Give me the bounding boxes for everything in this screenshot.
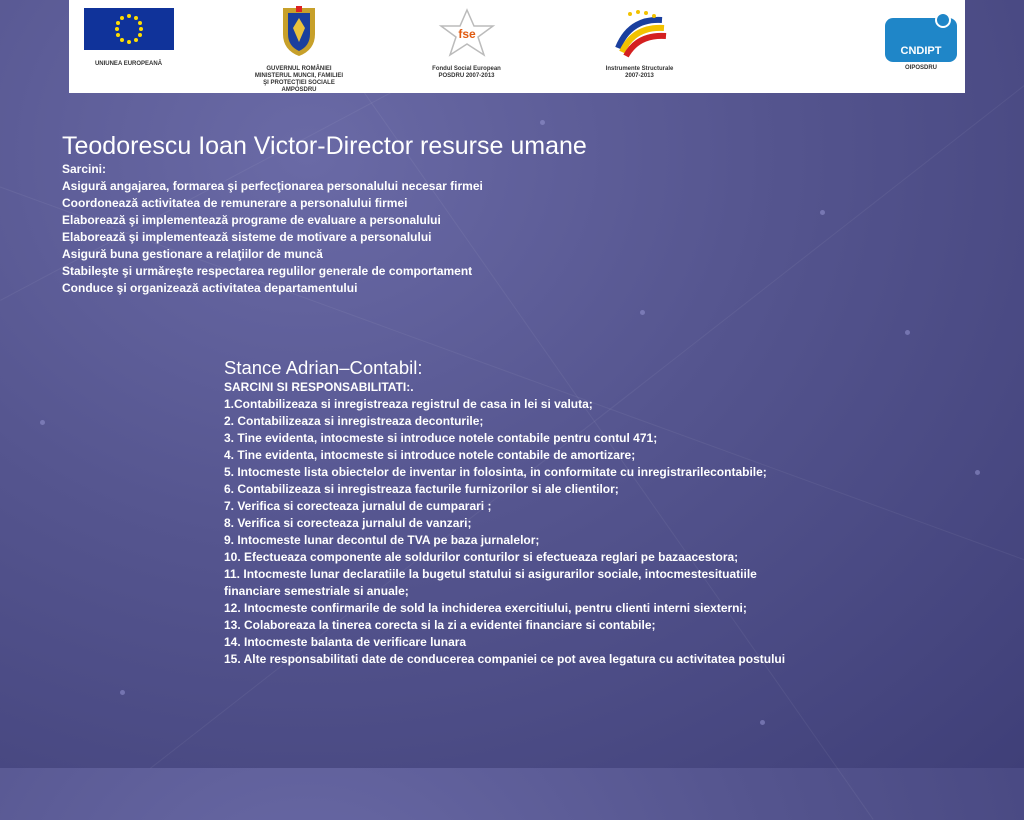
section2-line: 3. Tine evidenta, intocmeste si introduce notele contabile pentru contul 471;: [224, 431, 658, 445]
section2-line: 9. Intocmeste lunar decontul de TVA pe baza jurnalelor;: [224, 533, 540, 547]
section1-line: Stabileşte şi urmăreşte respectarea regulilor generale de comportament: [62, 264, 473, 278]
cndipt-badge: [885, 18, 957, 62]
section2-line: 15. Alte responsabilitati date de conducerea companiei ce pot avea legatura cu activitatea postului: [224, 652, 786, 666]
section2-line: 4. Tine evidenta, intocmeste si introduce notele contabile de amortizare;: [224, 448, 636, 462]
cndipt-label: CNDIPT: [900, 45, 942, 57]
eu-flag-icon: [84, 8, 174, 50]
section1-line: Sarcini:: [62, 162, 107, 176]
section1-line: Elaborează şi implementează sisteme de motivare a personalului: [62, 230, 432, 244]
section2-title: Stance Adrian–Contabil:: [224, 357, 423, 378]
section2-line: 13. Colaboreaza la tinerea corecta si la zi a evidentei financiare si contabile;: [224, 618, 656, 632]
cndipt-logo: [881, 18, 961, 72]
section2-line: SARCINI SI RESPONSABILITATI:.: [224, 380, 414, 394]
section1-line: Asigură buna gestionare a relaţiilor de muncă: [62, 247, 323, 261]
section1-line: Coordonează activitatea de remunerare a personalului firmei: [62, 196, 408, 210]
eu-caption: UNIUNEA EUROPEANĂ: [94, 61, 163, 67]
section2-line: 11. Intocmeste lunar declaratiile la bugetul statului si asigurarilor sociale, intocmestesituatiile: [224, 567, 757, 581]
section2-line: 1.Contabilizeaza si inregistreaza registrul de casa in lei si valuta;: [224, 397, 593, 411]
eu-logo: [81, 8, 176, 68]
section2-line: 12. Intocmeste confirmarile de sold la inchiderea exercitiului, pentru clienti interni siexterni;: [224, 601, 747, 615]
fse-star-icon: [437, 8, 497, 58]
government-logo: [234, 4, 364, 94]
section2-line: 14. Intocmeste balanta de verificare lunara: [224, 635, 467, 649]
cndipt-dot-icon: [935, 12, 951, 28]
section2-line: 2. Contabilizeaza si inregistreaza deconturile;: [224, 414, 484, 428]
fse-mark: fse: [457, 27, 476, 41]
instrumente-structurale-logo: [592, 8, 687, 80]
structural-instruments-icon: [610, 8, 670, 58]
coat-of-arms-icon: [277, 4, 321, 58]
section2-line: 10. Efectueaza componente ale soldurilor conturilor si efectueaza reglari pe bazaacestora;: [224, 550, 739, 564]
section1-line: Elaborează şi implementează programe de evaluare a personalului: [62, 213, 441, 227]
section2-line: 7. Verifica si corecteaza jurnalul de cumparari ;: [224, 499, 492, 513]
section2-line: financiare semestriale si anuale;: [224, 584, 409, 598]
cndipt-caption: OIPOSDRU: [904, 65, 937, 71]
section2-line: 5. Intocmeste lista obiectelor de inventar in folosinta, in conformitate cu inregistrarilecontabile;: [224, 465, 767, 479]
section1-title: Teodorescu Ioan Victor-Director resurse umane: [62, 132, 587, 160]
accountant-section: [224, 356, 924, 668]
section2-line: 6. Contabilizeaza si inregistreaza facturile furnizorilor si ale clientilor;: [224, 482, 619, 496]
director-hr-section: [62, 131, 962, 297]
government-caption: GUVERNUL ROMÂNIEI MINISTERUL MUNCII, FAMILIEI ŞI PROTECŢIEI SOCIALE AMPOSDRU: [254, 66, 344, 93]
section2-line: 8. Verifica si corecteaza jurnalul de vanzari;: [224, 516, 472, 530]
is-caption: Instrumente Structurale 2007-2013: [605, 66, 674, 79]
section1-line: Conduce şi organizează activitatea departamentului: [62, 281, 358, 295]
logo-bar: [69, 0, 965, 93]
fse-logo: [419, 8, 514, 80]
section1-line: Asigură angajarea, formarea şi perfecţionarea personalului necesar firmei: [62, 179, 483, 193]
fse-caption: Fondul Social European POSDRU 2007-2013: [432, 66, 501, 79]
